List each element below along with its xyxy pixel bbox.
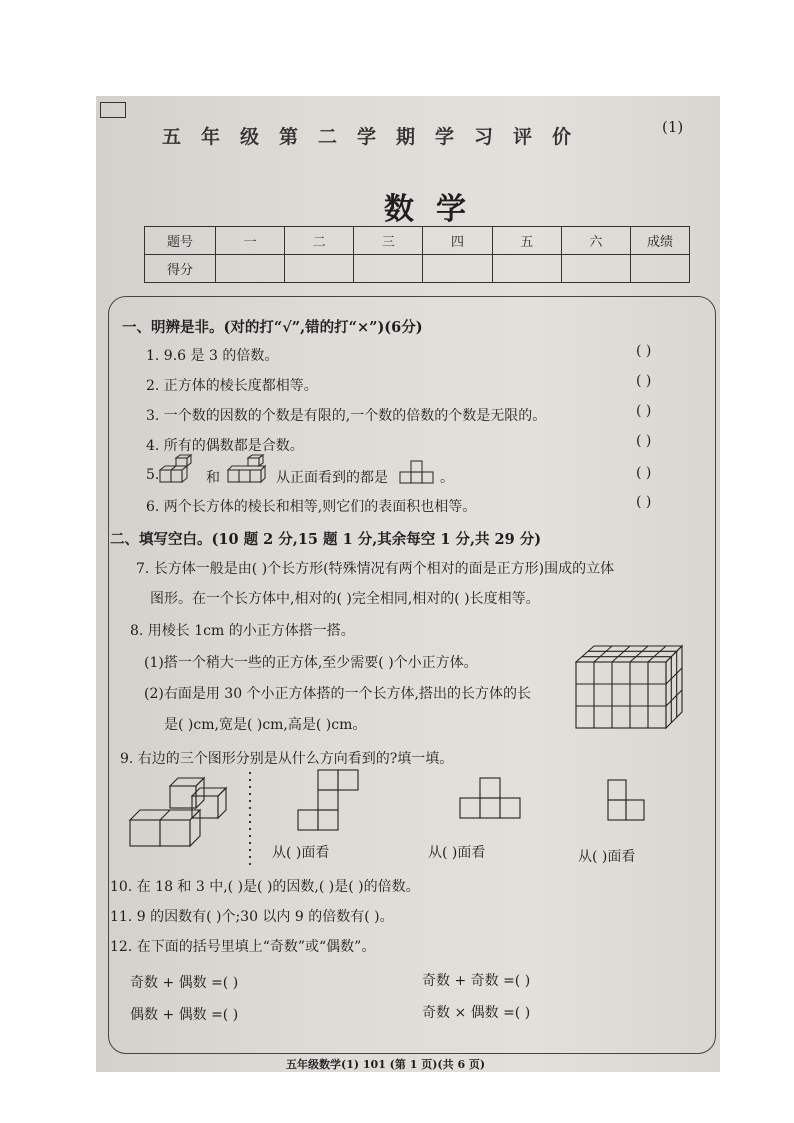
score-cell: 得分 [145, 255, 216, 283]
question-8-1: (1)搭一个稍大一些的正方体,至少需要( )个小正方体。 [144, 655, 478, 671]
answer-paren-4[interactable]: ( ) [636, 433, 652, 449]
question-3: 3. 一个数的因数的个数是有限的,一个数的倍数的个数是无限的。 [146, 408, 547, 424]
score-cell: 五 [492, 227, 561, 255]
question-7-line2: 图形。在一个长方体中,相对的( )完全相同,相对的( )长度相等。 [150, 591, 540, 607]
question-8: 8. 用棱长 1cm 的小正方体搭一搭。 [130, 623, 355, 639]
score-cell-empty[interactable] [492, 255, 561, 283]
score-cell-empty[interactable] [423, 255, 492, 283]
question-5-and: 和 [206, 470, 220, 486]
score-cell: 一 [216, 227, 285, 255]
score-cell: 题号 [145, 227, 216, 255]
view-figure-2-icon [458, 776, 528, 824]
exam-number: (1) [662, 118, 684, 136]
cubes-shape-a-icon [158, 458, 198, 486]
answer-paren-5[interactable]: ( ) [636, 465, 652, 481]
question-5-prefix: 5. [146, 467, 160, 483]
dotted-divider [246, 772, 254, 868]
answer-paren-3[interactable]: ( ) [636, 403, 652, 419]
view-label-3: 从( )面看 [578, 849, 636, 865]
question-11: 11. 9 的因数有( )个;30 以内 9 的倍数有( )。 [110, 909, 394, 925]
question-12-b: 奇数 + 奇数 =( ) [422, 973, 531, 989]
score-cell: 三 [354, 227, 423, 255]
score-cell-empty[interactable] [216, 255, 285, 283]
corner-box [100, 102, 126, 118]
question-9: 9. 右边的三个图形分别是从什么方向看到的?填一填。 [120, 751, 454, 767]
view-figure-3-icon [606, 778, 662, 826]
question-10: 10. 在 18 和 3 中,( )是( )的因数,( )是( )的倍数。 [110, 879, 420, 895]
question-6: 6. 两个长方体的棱长和相等,则它们的表面积也相等。 [146, 499, 477, 515]
answer-paren-2[interactable]: ( ) [636, 373, 652, 389]
question-12-d: 奇数 × 偶数 =( ) [422, 1005, 531, 1021]
question-8-2: (2)右面是用 30 个小正方体搭的一个长方体,搭出的长方体的长 [144, 686, 531, 702]
exam-title: 五年级第二学期学习评价 [162, 126, 592, 148]
answer-paren-6[interactable]: ( ) [636, 494, 652, 510]
page-footer: 五年级数学(1) 101 (第 1 页)(共 6 页) [286, 1058, 486, 1071]
score-cell-empty[interactable] [354, 255, 423, 283]
view-label-1: 从( )面看 [272, 845, 330, 861]
score-cell-empty[interactable] [285, 255, 354, 283]
section1-heading: 一、明辨是非。(对的打“√”,错的打“×”)(6分) [122, 319, 423, 336]
section2-heading: 二、填写空白。(10 题 2 分,15 题 1 分,其余每空 1 分,共 29 分) [110, 531, 542, 548]
score-cell-empty[interactable] [631, 255, 690, 283]
view-label-2: 从( )面看 [428, 845, 486, 861]
question-2: 2. 正方体的棱长度都相等。 [146, 378, 318, 394]
view-figure-1-icon [296, 768, 368, 832]
score-cell: 六 [561, 227, 630, 255]
question-4: 4. 所有的偶数都是合数。 [146, 438, 304, 454]
question-12-c: 偶数 + 偶数 =( ) [130, 1007, 239, 1023]
question-1: 1. 9.6 是 3 的倍数。 [146, 348, 279, 364]
score-header-row [145, 227, 690, 255]
score-cell: 成绩 [631, 227, 690, 255]
score-table [144, 226, 690, 283]
score-cell-empty[interactable] [561, 255, 630, 283]
answer-paren-1[interactable]: ( ) [636, 343, 652, 359]
question-5-text: 从正面看到的都是 [276, 470, 388, 486]
cubes-shape-b-icon [226, 458, 272, 486]
score-row [145, 255, 690, 283]
exam-paper [96, 96, 720, 1072]
question-12: 12. 在下面的括号里填上“奇数”或“偶数”。 [110, 939, 376, 955]
question-5-end: 。 [440, 470, 454, 486]
score-cell: 二 [285, 227, 354, 255]
score-cell: 四 [423, 227, 492, 255]
front-view-shape-icon [398, 460, 438, 486]
subject-title: 数学 [384, 192, 488, 227]
question-8-2b: 是( )cm,宽是( )cm,高是( )cm。 [164, 717, 367, 733]
cuboid-figure-icon [574, 642, 684, 730]
solid-figure-icon [128, 772, 238, 852]
question-7-line1: 7. 长方体一般是由( )个长方形(特殊情况有两个相对的面是正方形)围成的立体 [136, 561, 615, 577]
question-12-a: 奇数 + 偶数 =( ) [130, 975, 239, 991]
